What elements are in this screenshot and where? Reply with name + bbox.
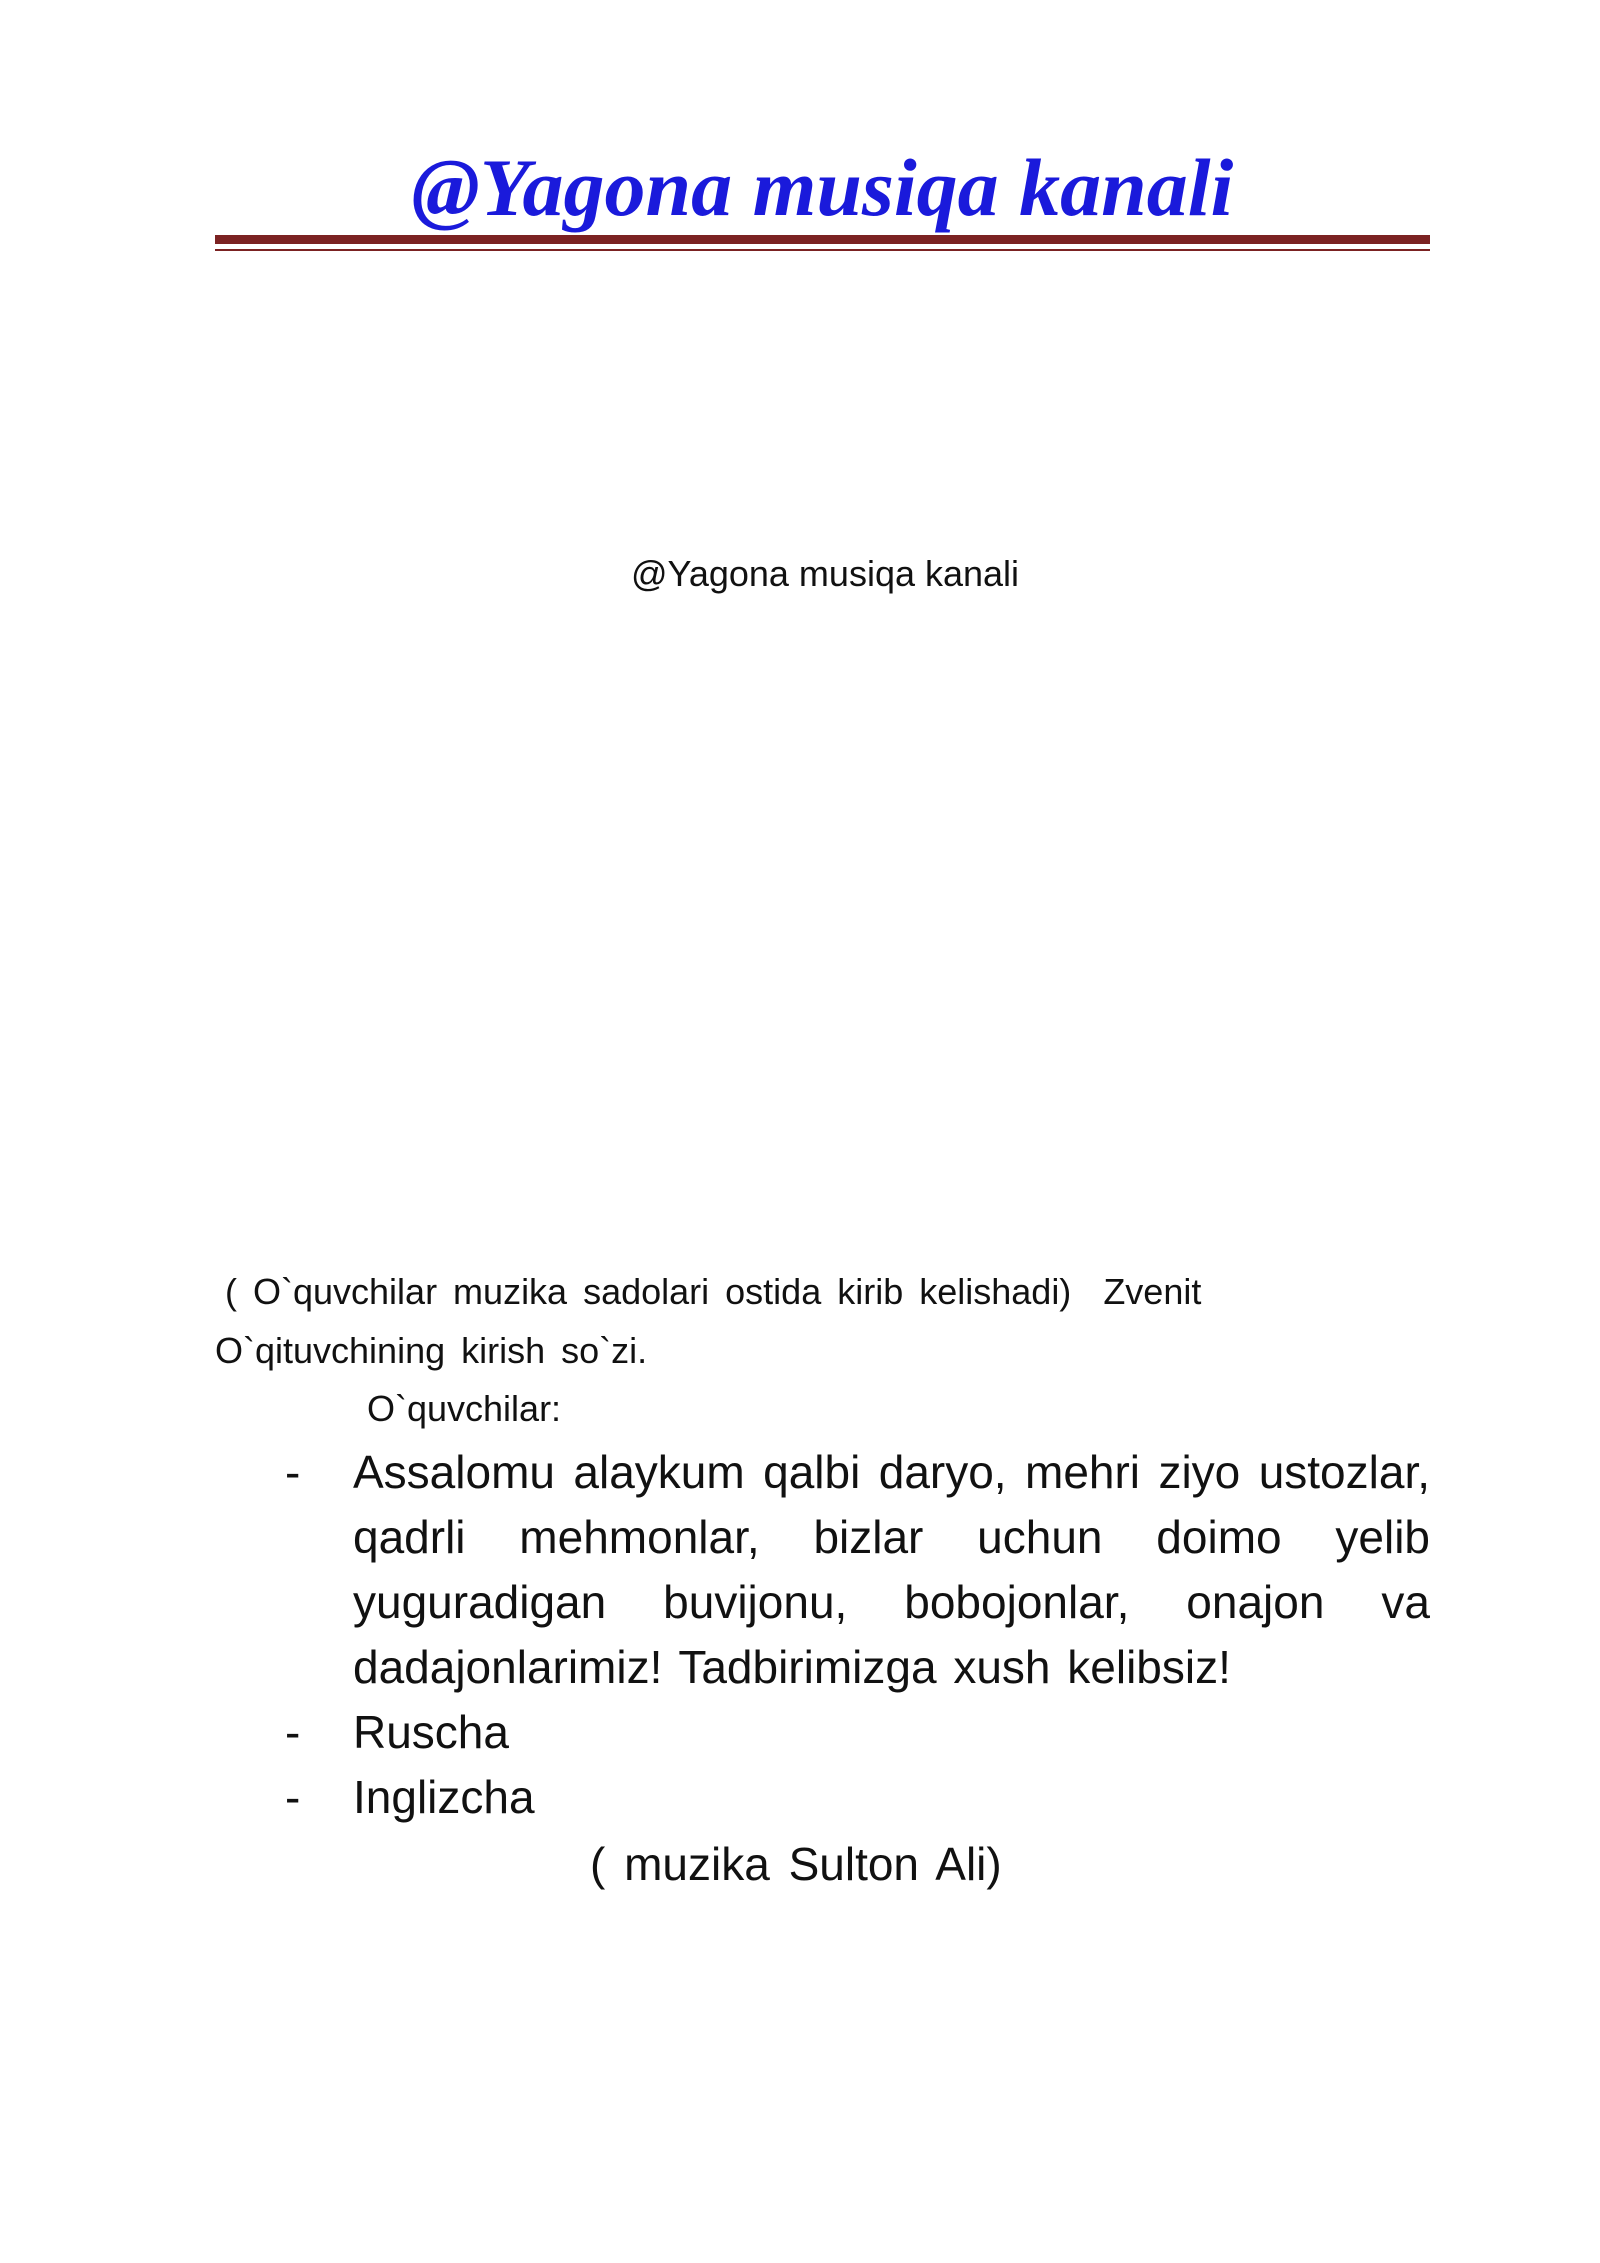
- list-dash: -: [285, 1771, 301, 1823]
- zvenit-label: Zvenit: [1103, 1271, 1202, 1312]
- channel-name: @Yagona musiqa kanali: [630, 553, 1020, 594]
- list-item: [0, 1700, 1600, 1765]
- students-heading: O`quvchilar:: [367, 1388, 562, 1429]
- list-dash: -: [285, 1446, 301, 1498]
- list-dash: -: [285, 1706, 301, 1758]
- header-title: @Yagona musiqa kanali: [411, 142, 1234, 233]
- music-note: ( muzika Sulton Ali): [590, 1838, 1002, 1890]
- list-item: [0, 1765, 1600, 1830]
- header-rule-thin: [215, 249, 1430, 251]
- teacher-intro-line: O`qituvchining kirish so`zi.: [215, 1330, 648, 1371]
- stage-direction-line: [225, 1268, 1201, 1316]
- list-item: [0, 1440, 1600, 1700]
- list-item-text: Inglizcha: [353, 1771, 535, 1823]
- stage-direction-text: ( O`quvchilar muzika sadolari ostida kirib kelishadi): [225, 1271, 1072, 1312]
- header-rule-thick: [215, 235, 1430, 244]
- list-item-text: Ruscha: [353, 1706, 509, 1758]
- list-item-text: Assalomu alaykum qalbi daryo, mehri ziyo ustozlar, qadrli mehmonlar, bizlar uchun doimo yelib yuguradigan buvijonu, bobojonlar, onajon va dadajonlarimiz! Tadbirimizga xush kelibsiz!: [353, 1446, 1430, 1693]
- greeting-list: [0, 1440, 1600, 1830]
